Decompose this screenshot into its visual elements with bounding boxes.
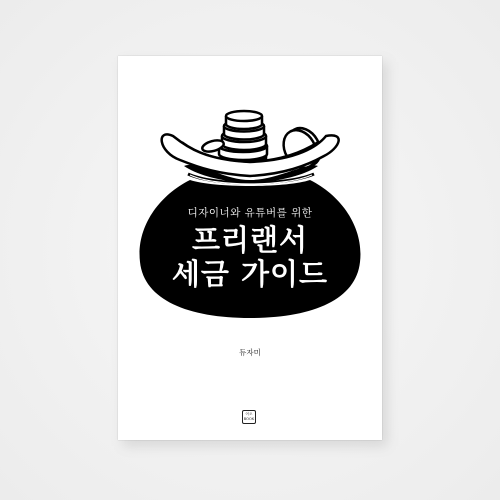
book-title-line1: 프리랜서 bbox=[191, 223, 309, 257]
book-cover bbox=[118, 56, 382, 440]
book-subtitle: 디자이너와 유튜버를 위한 bbox=[187, 207, 313, 219]
book-title-line2: 세금 가이드 bbox=[171, 257, 329, 291]
publisher-logo-icon: 어오 BOOK bbox=[242, 410, 256, 424]
book-author: 듀자미 bbox=[239, 348, 261, 357]
